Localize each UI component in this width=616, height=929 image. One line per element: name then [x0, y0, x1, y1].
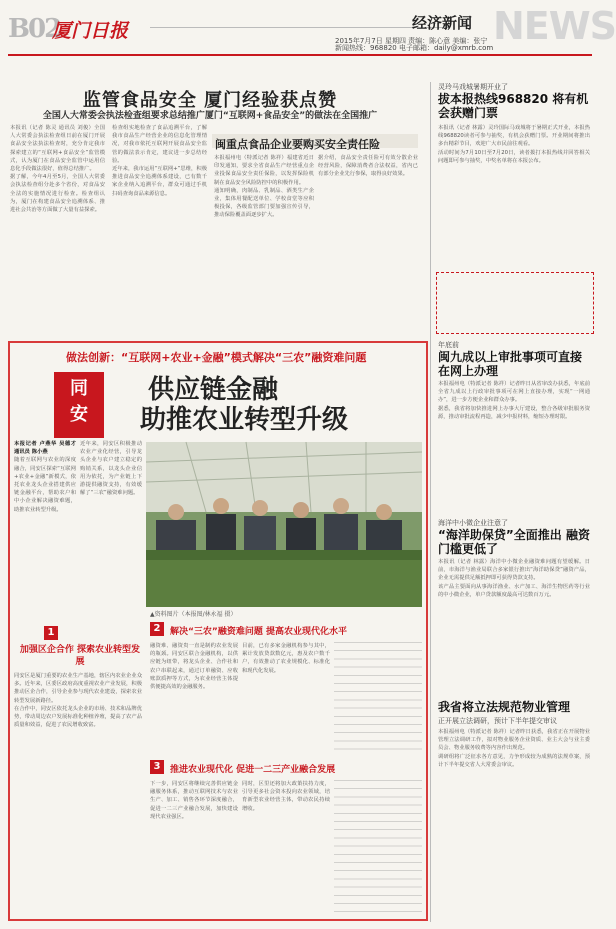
publication-name: 厦门日报 [52, 20, 129, 42]
feature-kicker: 做法创新：“互联网+农业+金融”模式解决“三农”融资难问题 [66, 351, 367, 364]
section-1-number: 1 [44, 626, 58, 640]
sidebar-c-title: “海洋助保贷”全面推出 融资门槛更低了 [438, 528, 590, 556]
section-2-col1: 融资难、融资贵一直是制约农业发展的瓶颈。同安区联合金融机构，以供应链为纽带，将龙头企业、合作社和农户串联起来，通过订单融资、应收账款质押等方式，为农业经营主体提供便捷高效的金融服务。 [150, 643, 238, 691]
masthead-divider [8, 54, 592, 56]
sidebar-d-title: 我省将立法规范物业管理 [438, 700, 571, 714]
lead-body-col2: 检查组实地检查了食品追溯平台，了解我市食品生产经营企业的信息化管理情况，对我市依托互联网开展食品安全监管的做法表示肯定，建议进一步总结经验。 近年来，我市运用“互联网+”思维，积极推进食品安全追溯体系建设，已有数千家企业纳入追溯平台，群众可通过手机扫码查询食品来源信息。 [112, 125, 207, 197]
greenhouse-photo [146, 442, 422, 607]
sidebar-b-title: 闽九成以上审批事项可直接在网上办理 [438, 350, 583, 378]
date-line: 2015年7月7日 星期四 责编：陈心意 美编：张宁 [335, 37, 488, 45]
section-3-col1: 下一步，同安区将继续完善供应链金融服务体系，推动互联网技术与农业生产、加工、销售各环节深度融合，促进一二三产业融合发展，加快建设现代农业强区。 [150, 781, 238, 820]
feature-intro-col1: 本报记者 卢燕华 吴德才 通讯员 陈小燕 随着互联网与农业的深度融合，同安区探索“互联网+农业+金融”新模式，依托农业龙头企业搭建供应链金融平台，帮助农户和中小企业解决融资难题，助推农业转型升级。 [14, 441, 76, 513]
section-3-number: 3 [150, 760, 164, 774]
masthead [0, 0, 616, 52]
section-2-col3 [334, 642, 422, 754]
contact-line: 新闻热线：968820 电子邮箱：daily@xmrb.com [335, 44, 494, 52]
greenhouse-illustration [146, 442, 422, 607]
news-wordmark: NEWS [493, 4, 616, 48]
sub-article-col1: 本报福州电（特派记者 陈祥）福建省近日印发通知，要求全省食品生产经营重点企业投保食品安全责任保险，以发挥保险机制在食品安全风险防控中的积极作用。 通知明确，肉制品、乳制品、酒类生产企业，集体用餐配送单位、学校食堂等应积极投保，各级监管部门要加强宣传引导，推动保险覆盖面逐步扩大。 [214, 155, 314, 219]
sidebar-d-deck: 正开展立法调研，预计下半年提交审议 [438, 717, 557, 725]
lead-headline: 监管食品安全 厦门经验获点赞 [82, 90, 338, 111]
sidebar-c-body: 本报讯（记者 林露）海洋中小微企业融资难问题有望缓解。日前，市海洋与渔业局联合多家银行推出“海洋助保贷”融资产品，企业无需提供足额抵押即可获得贷款支持。 该产品主要面向从事海洋渔业、水产加工、海洋生物医药等行业的中小微企业，单户贷款额度最高可达数百万元。 [438, 559, 590, 598]
sidebar-d-body: 本报福州电（特派记者 陈祥）记者昨日获悉，我省正在开展物业管理立法调研工作，拟对物业服务企业资质、业主大会与业主委员会、物业服务收费等内容作出规范。 调研组将广泛征求各方意见，力争形成较为成熟的法规草案，预计下半年提交省人大常委会审议。 [438, 729, 590, 768]
sidebar-a-title: 拔本报热线968820 将有机会获赠门票 [438, 92, 589, 120]
sidebar-a-notice-box [436, 272, 594, 334]
masthead-rule [150, 27, 450, 28]
feature-intro-col2: 近年来，同安区积极推动农业产业化经营，引导龙头企业与农户建立稳定的购销关系，以龙头企业信用为依托，为产业链上下游提供融资支持，有效缓解了“三农”融资难问题。 [80, 441, 142, 497]
lead-body-col1: 本报讯（记者 陈灵 通讯员 刘俊）全国人大常委会执法检查组日前在厦门开展食品安全法执法检查时，充分肯定我市探索建立的“互联网+食品安全”监管模式，认为厦门在食品安全监管中运用信息化手段做法很好，值得总结推广。 据了解，今年4月至5月，全国人大常委会执法检查组分赴多个省份，对食品安全法的实施情况进行检查。检查组认为，厦门在构建食品安全追溯体系、推进社会共治等方面做了大量有益探索。 [10, 125, 105, 214]
page-number: B02 [8, 14, 61, 44]
section-3-col3 [334, 780, 422, 914]
district-badge: 同安 [54, 372, 104, 438]
sidebar-c-kicker: 海洋中小微企业注意了 [438, 519, 508, 527]
column-divider [430, 82, 431, 922]
sidebar-a-body: 本报讯（记者 林露）灵玲国际马戏城将于暑期正式开业，本报热线968820读者可参与抽奖，有机会获赠门票。开业期间将推出多台精彩节目，欢迎广大市民前往观看。 活动时间为7月10日至7月20日，读者拨打本报热线并回答相关问题即可参与抽奖，中奖名单将在本报公布。 [438, 125, 590, 164]
section-name: 经济新闻 [412, 14, 473, 32]
sub-article-title: 闽重点食品企业要购买安全责任险 [215, 138, 380, 151]
sub-article-col2: 据介绍，食品安全责任险可有效分散企业经营风险，保障消费者合法权益，省内已有部分企业先行参保，取得良好效果。 [318, 155, 418, 178]
sidebar-b-body: 本报福州电（特派记者 陈祥）记者昨日从省审改办获悉，年底前全省九成以上行政审批事项可在网上直接办理，实现“一网通办”，进一步方便企业和群众办事。 据悉，我省将加快推进网上办事大厅建设，整合各级审批服务资源，推动审批流程再造，减少申报材料，缩短办理时限。 [438, 381, 590, 420]
photo-caption: ▲资料图片（本报图/林永福 摄） [150, 611, 237, 618]
sidebar-b-kicker: 年底前 [438, 341, 459, 349]
section-3-title: 推进农业现代化 促进一二三产业融合发展 [170, 765, 336, 775]
section-2-title: 解决“三农”融资难问题 提高农业现代化水平 [170, 627, 347, 637]
section-3-col2: 同时，区里还将加大政策扶持力度，引导更多社会资本投向农业领域，培育新型农业经营主体，带动农民持续增收。 [242, 781, 330, 812]
sidebar-a-kicker: 灵玲马戏城暑期开业了 [438, 83, 508, 91]
section-2-col2: 目前，已有多家金融机构参与其中，累计发放贷款数亿元，惠及农户数千户，有效推动了农业规模化、标准化和现代化发展。 [242, 643, 330, 674]
lead-deck: 全国人大常委会执法检查组要求总结推广厦门“互联网+食品安全”的做法在全国推广 [42, 111, 378, 121]
section-1-body: 同安区是厦门重要的农业生产基地，辖区内农业企业众多。近年来，区委区政府高度重视农业产业发展，积极推动区企合作，引导企业参与现代农业建设，探索农业转型发展新路径。 在合作中，同安区依托龙头企业的市场、技术和品牌优势，带动周边农户发展标准化种植养殖，提高了农产品质量和效益，促进了农民增收致富。 [14, 673, 142, 729]
section-1-title: 加强区企合作 探索农业转型发展 [19, 645, 141, 667]
section-2-number: 2 [150, 622, 164, 636]
feature-title: 供应链金融 助推农业转型升级 [140, 375, 349, 435]
